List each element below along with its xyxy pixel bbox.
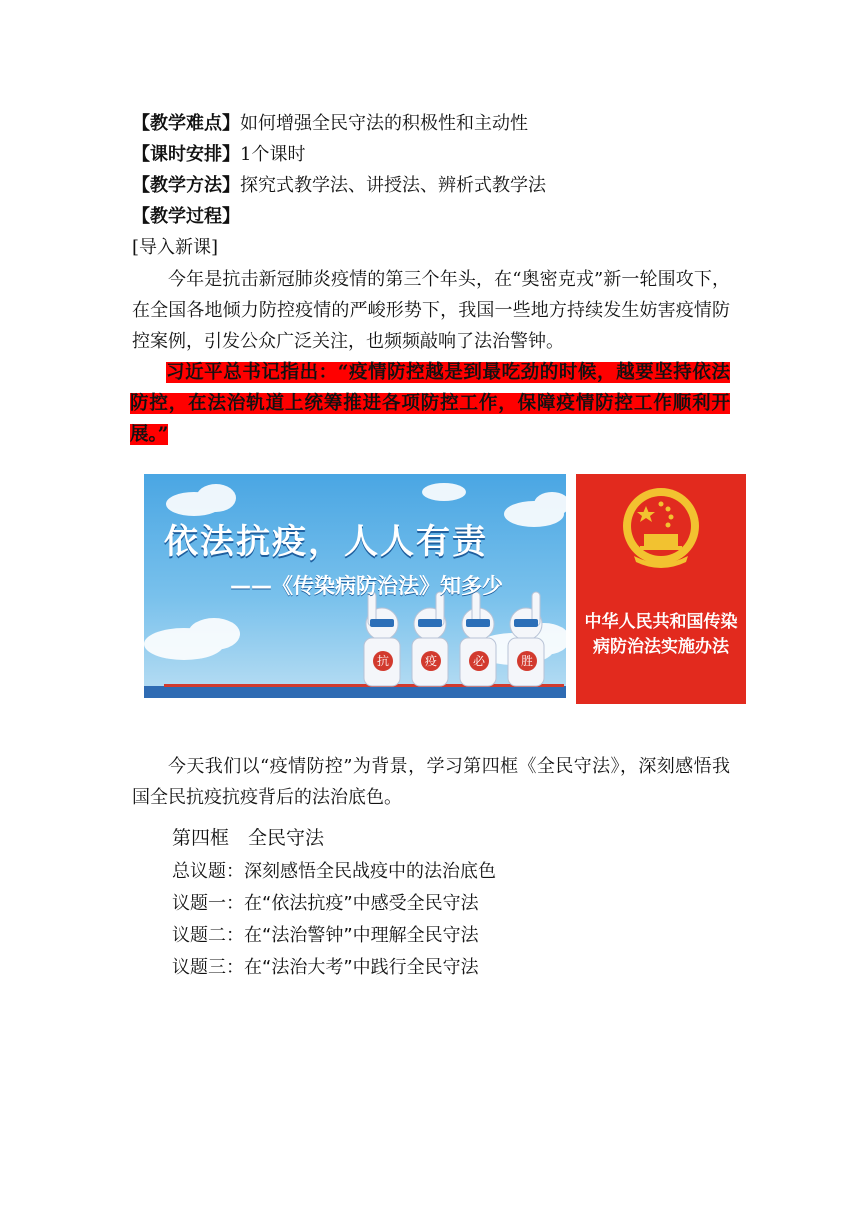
topic-1: 议题一：在“依法抗疫”中感受全民守法 (172, 893, 479, 914)
banner-subtitle: ——《传染病防治法》知多少 (230, 574, 503, 598)
banner-image (144, 474, 566, 698)
quote-line-3: 顺利开展。” (130, 393, 730, 445)
cover-title-line-1: 中华人民共和国传染 (584, 612, 738, 632)
intro-paragraph: 今年是抗击新冠肺炎疫情的第三个年头，在“奥密克戎”新一轮围攻下，在全国各地倾力防控疫情的严峻形势下，我国一些地方持续发生妨害疫情防控案例，引发公众广泛关注，也频频敲响了法治警钟。 (132, 269, 730, 352)
header-line-method: 【教学方法】探究式教学法、讲授法、辨析式教学法 (132, 175, 546, 196)
today-paragraph: 今天我们以“疫情防控”为背景，学习第四框《全民守法》，深刻感悟我国全民抗疫抗疫背后的法治底色。 (132, 756, 730, 808)
badge-bi: 必 (469, 651, 489, 671)
topic-2: 议题二：在“法治警钟”中理解全民守法 (172, 925, 479, 946)
header-line-process: 【教学过程】 (132, 206, 240, 227)
quote-line-2: 依法防控，在法治轨道上统筹推进各项防控工作，保障疫情防控工作 (130, 362, 730, 414)
national-emblem-icon (576, 474, 746, 584)
section-intro-heading: [导入新课] (132, 237, 219, 258)
quote-highlight (130, 357, 730, 450)
quote-line-1: 习近平总书记指出：“疫情防控越是到最吃劲的时候，越要坚持 (166, 362, 693, 383)
header-line-schedule: 【课时安排】1个课时 (132, 144, 306, 165)
header-line-difficulty: 【教学难点】如何增强全民守法的积极性和主动性 (132, 113, 528, 134)
topic-3: 议题三：在“法治大考”中践行全民守法 (172, 957, 479, 978)
cover-title-line-2: 病防治法实施办法 (593, 637, 729, 657)
badge-kang: 抗 (373, 651, 393, 671)
law-book-cover (576, 474, 746, 704)
medical-workers-illustration (364, 592, 544, 686)
topic-overall: 总议题：深刻感悟全民战疫中的法治底色 (172, 861, 496, 882)
lesson-title: 第四框 全民守法 (172, 827, 325, 849)
badge-yi: 疫 (421, 651, 441, 671)
badge-sheng: 胜 (517, 651, 537, 671)
banner-title: 依法抗疫，人人有责 (164, 522, 488, 562)
